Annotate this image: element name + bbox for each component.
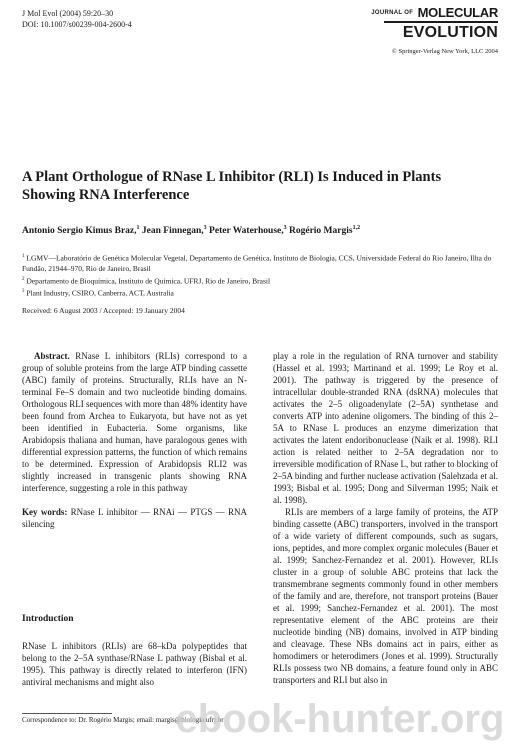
- affiliations: [22, 252, 492, 299]
- logo-rule: [384, 21, 498, 23]
- author: Jean Finnegan,: [141, 226, 204, 237]
- introduction-text: RNase L inhibitors (RLIs) are 68–kDa polypeptides that belong to the 2–5A synthase/RNase L pathway (Bisbal et al. 1995). This pathway is directly related to interferon (IFN) antiviral mechanisms and might also: [22, 641, 247, 687]
- abstract-label: Abstract.: [34, 351, 70, 361]
- abstract: [22, 350, 247, 494]
- affiliation-text: Plant Industry, CSIRO, Canberra, ACT, Australia: [26, 288, 174, 297]
- journal-reference: [22, 8, 132, 30]
- author: Antonio Sergio Kimus Braz,: [22, 226, 137, 237]
- doi: DOI: 10.1007/s00239-004-2600-4: [22, 20, 132, 29]
- author-affil-mark: 1,2: [352, 225, 361, 231]
- affiliation-text: LGMV—Laboratório de Genética Molecular Vegetal, Departamento de Genética, Instituto de Biologia, CCS, Universidade Federal do Rio Janeiro, Ilha do Fundão, 21944–970, Rio de Janeiro, Brasil: [22, 253, 492, 273]
- abstract-text: RNase L inhibitors (RLIs) correspond to a group of soluble proteins from the large ATP binding cassette (ABC) family of proteins. Structurally, RLIs have an N-terminal Fe–S domain and two nucleotide binding domains. Orthologous RLI sequences with more than 48% identity have been found from Archea to Eukaryota, but have not as yet been identified in Eubacteria. Some organisms, like Arabidopsis thaliana and human, have paralogous genes with differential expression patterns, the function of which remains to be determined. Expression of Arabidopsis RLI2 was slightly increased in transgenic plants showing RNA interference, suggesting a role in this pathway: [22, 351, 247, 493]
- right-column: [273, 350, 498, 686]
- logo-line2: EVOLUTION: [402, 24, 498, 41]
- watermark: [160, 686, 520, 750]
- received-date: Received: 6 August 2003 / Accepted: 19 January 2004: [22, 306, 185, 315]
- author: Peter Waterhouse,: [209, 226, 284, 237]
- affiliation-mark: 2: [22, 276, 25, 282]
- journal-citation: J Mol Evol (2004) 59:20–30: [22, 9, 114, 18]
- affiliation-mark: 1: [22, 254, 25, 259]
- keywords-label: Key words:: [22, 507, 68, 517]
- journal-logo: [366, 6, 498, 41]
- logo-prefix: JOURNAL OF: [371, 10, 414, 16]
- author-affil-mark: 3: [203, 225, 207, 231]
- body-paragraph: play a role in the regulation of RNA turnover and stability (Hassel et al. 1993; Martinand et al. 1999; Le Roy et al. 2001). The pathway is triggered by the presence of intracellular double-stranded RNA (dsRNA) molecules that activates the 2–5 oligoadenylate (2–5A) synthetase and converts ATP into adenine oligomers. The binding of this 2–5A to RNase L produces an enzyme dimerization that activates the latent endoribonuclease (Naik et al. 1998). RLI action is related neither to 2–5A degradation nor to irreversible modification of RNase L, but rather to blocking of 2–5A binding and further nuclease activation (Salehzada et al. 1993; Bisbal et al. 1995; Dong and Silverman 1995; Naik et al. 1998).: [273, 351, 498, 505]
- keywords: [22, 506, 247, 530]
- author-affil-mark: 1: [136, 225, 140, 231]
- logo-line1: MOLECULAR: [417, 5, 498, 20]
- affiliation: [22, 275, 492, 287]
- article-title: A Plant Orthologue of RNase L Inhibitor (RLI) Is Induced in Plants Showing RNA Interference: [22, 169, 442, 203]
- author: Rogério Margis: [289, 226, 353, 237]
- left-column: [22, 350, 247, 530]
- footnote-divider: [22, 713, 112, 714]
- affiliation: [22, 287, 492, 299]
- affiliation-mark: 3: [22, 288, 25, 294]
- correspondence-footnote: Correspondence to: Dr. Rogério Margis; email: margis@biologia.ufrj.br: [22, 716, 224, 724]
- author-list: [22, 225, 492, 236]
- affiliation-text: Departamento de Bioquímica, Instituto de Química, UFRJ, Rio de Janeiro, Brasil: [26, 276, 271, 285]
- affiliation: [22, 252, 492, 275]
- author-affil-mark: 3: [283, 225, 287, 231]
- introduction-heading: Introduction: [22, 614, 74, 624]
- keywords-text: RNase L inhibitor — RNAi — PTGS — RNA silencing: [22, 507, 248, 529]
- body-paragraph: RLIs are members of a large family of proteins, the ATP binding cassette (ABC) transporters, involved in the transport of a wide variety of different compounds, such as sugars, ions, peptides, and more complex organic molecules (Bauer et al. 1999; Sanchez-Fernandez et al. 2001). However, RLIs cluster in a group of soluble ABC proteins that lack the transmembrane segments commonly found in other members of the family and are, therefore, not transport proteins (Bauer et al. 1999; Sanchez-Fernandez et al. 2001). The most representative element of the ABC proteins are their nucleotide binding (NB) domains, involved in ATP binding and cleavage. These NBs domains act in pairs, either as homodimers or heterodimers (Jones et al. 1999). Structurally RLIs possess two NB domains, a feature found only in ABC transporters and RLI but also in: [273, 507, 498, 685]
- copyright: © Springer-Verlag New York, LLC 2004: [391, 48, 498, 55]
- watermark-text: ebook-hunter.org: [175, 697, 505, 741]
